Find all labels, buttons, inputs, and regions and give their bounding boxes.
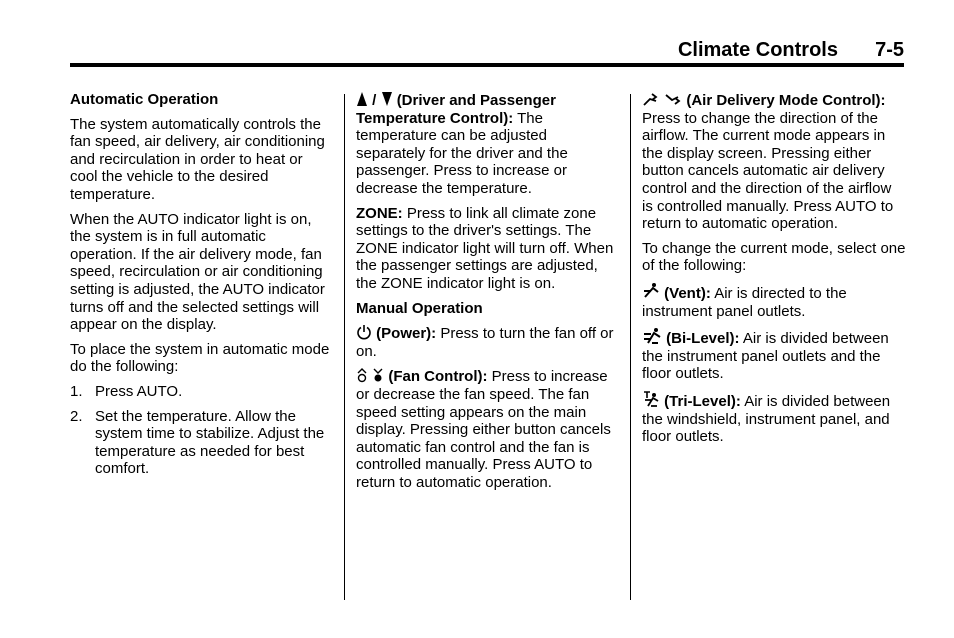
- fan-control-text: Press to increase or decrease the fan speed. The fan speed setting appears on the main display. Pressing either button cancels automatic fan control and the fan is controlled manually. Press AUTO to return to automatic operation.: [356, 368, 611, 491]
- fan-control-label: (Fan Control):: [388, 368, 488, 386]
- bi-level-label: (Bi-Level):: [666, 330, 740, 348]
- automatic-intro-paragraph: The system automatically controls the fan speed, air delivery, air conditioning and recirculation in order to heat or cool the vehicle to the desired temperature.: [70, 115, 325, 203]
- temperature-down-icon: [381, 91, 393, 107]
- step-number: 1.: [70, 382, 83, 400]
- temperature-control-label: (Driver and Passenger Temperature Control):: [356, 92, 556, 127]
- auto-indicator-paragraph: When the AUTO indicator light is on, the system is in full automatic operation. If the air delivery mode, fan speed, recirculation or air conditioning setting is adjusted, the AUTO indicator turns off and the selected settings will appear on the display.: [70, 210, 325, 334]
- power-icon: [356, 324, 372, 340]
- vent-label: (Vent):: [664, 284, 711, 302]
- list-item: [70, 408, 332, 478]
- step-text: Press AUTO.: [95, 382, 183, 400]
- power-text: Press to turn the fan off or on.: [356, 325, 614, 360]
- vent-text: Air is directed to the instrument panel outlets.: [642, 284, 847, 320]
- fan-decrease-icon: [356, 367, 368, 383]
- bi-level-icon: [642, 327, 662, 345]
- power-paragraph: [356, 324, 618, 360]
- column-divider-left: [344, 94, 345, 600]
- temperature-slash: /: [372, 92, 377, 109]
- temperature-control-text: The temperature can be adjusted separately for the driver and the passenger. Press to increase or decrease the temperature.: [356, 109, 568, 197]
- list-item: [70, 383, 332, 401]
- steps-list: [70, 383, 332, 478]
- manual-operation-heading: Manual Operation: [356, 299, 483, 317]
- fan-increase-icon: [372, 367, 384, 383]
- tri-level-paragraph: [642, 390, 906, 446]
- step-number: 2.: [70, 407, 83, 425]
- air-delivery-text: Press to change the direction of the airflow. The current mode appears in the display screen. Pressing either button cancels automatic air delivery control and the direction of the airflow is controlled manually. Press AUTO to return to automatic operation.: [642, 109, 894, 233]
- air-delivery-paragraph: [642, 91, 906, 233]
- step-text: Set the temperature. Allow the system time to stabilize. Adjust the temperature as needed for best comfort.: [95, 407, 325, 478]
- temperature-up-icon: [356, 91, 368, 107]
- zone-paragraph: [356, 205, 618, 293]
- air-delivery-down-icon: [664, 91, 682, 107]
- column-3: [642, 91, 906, 453]
- column-1: [70, 91, 332, 485]
- air-delivery-label: (Air Delivery Mode Control):: [686, 92, 886, 109]
- column-2: [356, 91, 618, 498]
- zone-text: Press to link all climate zone settings to the driver's settings. The ZONE indicator light will turn off. When the passenger settings are adjusted, the ZONE indicator light is on.: [356, 204, 614, 292]
- page-number: 7-5: [875, 39, 904, 61]
- bi-level-paragraph: [642, 327, 906, 383]
- temperature-control-paragraph: [356, 91, 618, 198]
- vent-icon: [642, 282, 660, 300]
- automatic-mode-paragraph: To place the system in automatic mode do the following:: [70, 340, 330, 376]
- fan-control-paragraph: [356, 367, 618, 491]
- page-title: Climate Controls: [677, 39, 838, 61]
- bi-level-text: Air is divided between the instrument panel outlets and the floor outlets.: [642, 330, 889, 383]
- change-mode-paragraph: To change the current mode, select one of the following:: [642, 239, 906, 275]
- tri-level-icon: [642, 390, 660, 408]
- column-divider-right: [630, 94, 631, 600]
- zone-label: ZONE:: [356, 204, 403, 222]
- tri-level-label: (Tri-Level):: [664, 392, 741, 410]
- header-rule: [70, 63, 904, 67]
- power-label: (Power):: [376, 325, 437, 343]
- tri-level-text: Air is divided between the windshield, instrument panel, and floor outlets.: [642, 392, 891, 446]
- air-delivery-up-icon: [642, 91, 660, 107]
- automatic-operation-heading: Automatic Operation: [70, 91, 219, 108]
- vent-paragraph: [642, 282, 906, 320]
